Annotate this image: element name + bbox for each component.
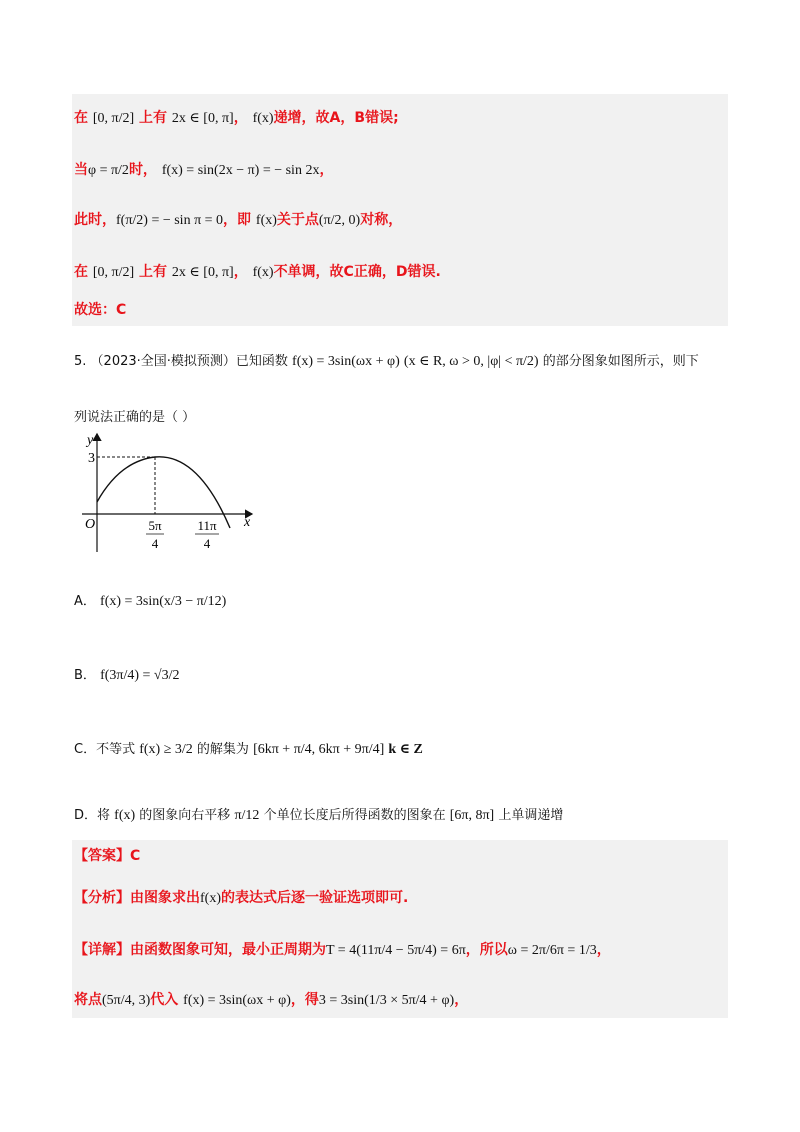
x-tick-2-numerator: 11π [197, 518, 217, 533]
function-graph [70, 428, 270, 558]
prev-solution-line-2: 当φ = π/2时， f(x) = sin(2x − π) = − sin 2x， [74, 162, 334, 178]
y-axis-label: y [87, 433, 94, 448]
substitution-line: 将点(5π/4, 3)代入 f(x) = 3sin(ωx + φ)，得3 = 3sin(1/3 × 5π/4 + φ)， [74, 992, 469, 1008]
x-tick-2-denominator: 4 [203, 536, 211, 551]
prev-solution-line-1: 在 [0, π/2] 上有 2x ∈ [0, π]， f(x)递增，故A，B错误; [74, 110, 399, 126]
origin-label: O [85, 517, 96, 532]
prev-solution-line-4: 在 [0, π/2] 上有 2x ∈ [0, π]， f(x)不单调，故C正确，D错误. [74, 264, 441, 280]
question-number: 5. [74, 354, 87, 369]
x-tick-1-numerator: 5π [148, 518, 162, 533]
analysis-line: 【分析】由图象求出f(x)的表达式后逐一验证选项即可. [74, 890, 409, 906]
question-conditions: (x ∈ R, ω > 0, |φ| < π/2) [403, 354, 539, 369]
question-5-stem-line-2: 列说法正确的是（ ） [74, 410, 196, 425]
x-axis-label: x [244, 515, 251, 530]
prev-solution-choice: 故选：C [74, 302, 127, 318]
option-b[interactable]: B． f(3π/4) = √3/2 [74, 668, 180, 683]
option-c[interactable]: C．不等式 f(x) ≥ 3/2 的解集为 [6kπ + π/4, 6kπ + 9π/4] k ∈ Z [74, 742, 423, 757]
prev-solution-line-3: 此时，f(π/2) = − sin π = 0，即 f(x)关于点(π/2, 0)对称， [74, 212, 403, 228]
answer-line: 【答案】C [74, 848, 141, 864]
detail-line: 【详解】由函数图象可知，最小正周期为T = 4(11π/4 − 5π/4) = 6π，所以ω = 2π/6π = 1/3， [74, 942, 611, 958]
question-function: f(x) = 3sin(ωx + φ) [292, 354, 400, 369]
question-5-stem: 5. （2023·全国·模拟预测）已知函数 f(x) = 3sin(ωx + φ) (x ∈ R, ω > 0, |φ| < π/2) 的部分图象如图所示，则下 [74, 354, 699, 369]
option-d[interactable]: D．将 f(x) 的图象向右平移 π/12 个单位长度后所得函数的图象在 [6π, 8π] 上单调递增 [74, 808, 564, 823]
y-tick-3: 3 [88, 451, 95, 466]
x-tick-1-denominator: 4 [151, 536, 159, 551]
interval-math: [0, π/2] [92, 111, 135, 126]
option-a[interactable]: A． f(x) = 3sin(x/3 − π/12) [74, 594, 227, 609]
